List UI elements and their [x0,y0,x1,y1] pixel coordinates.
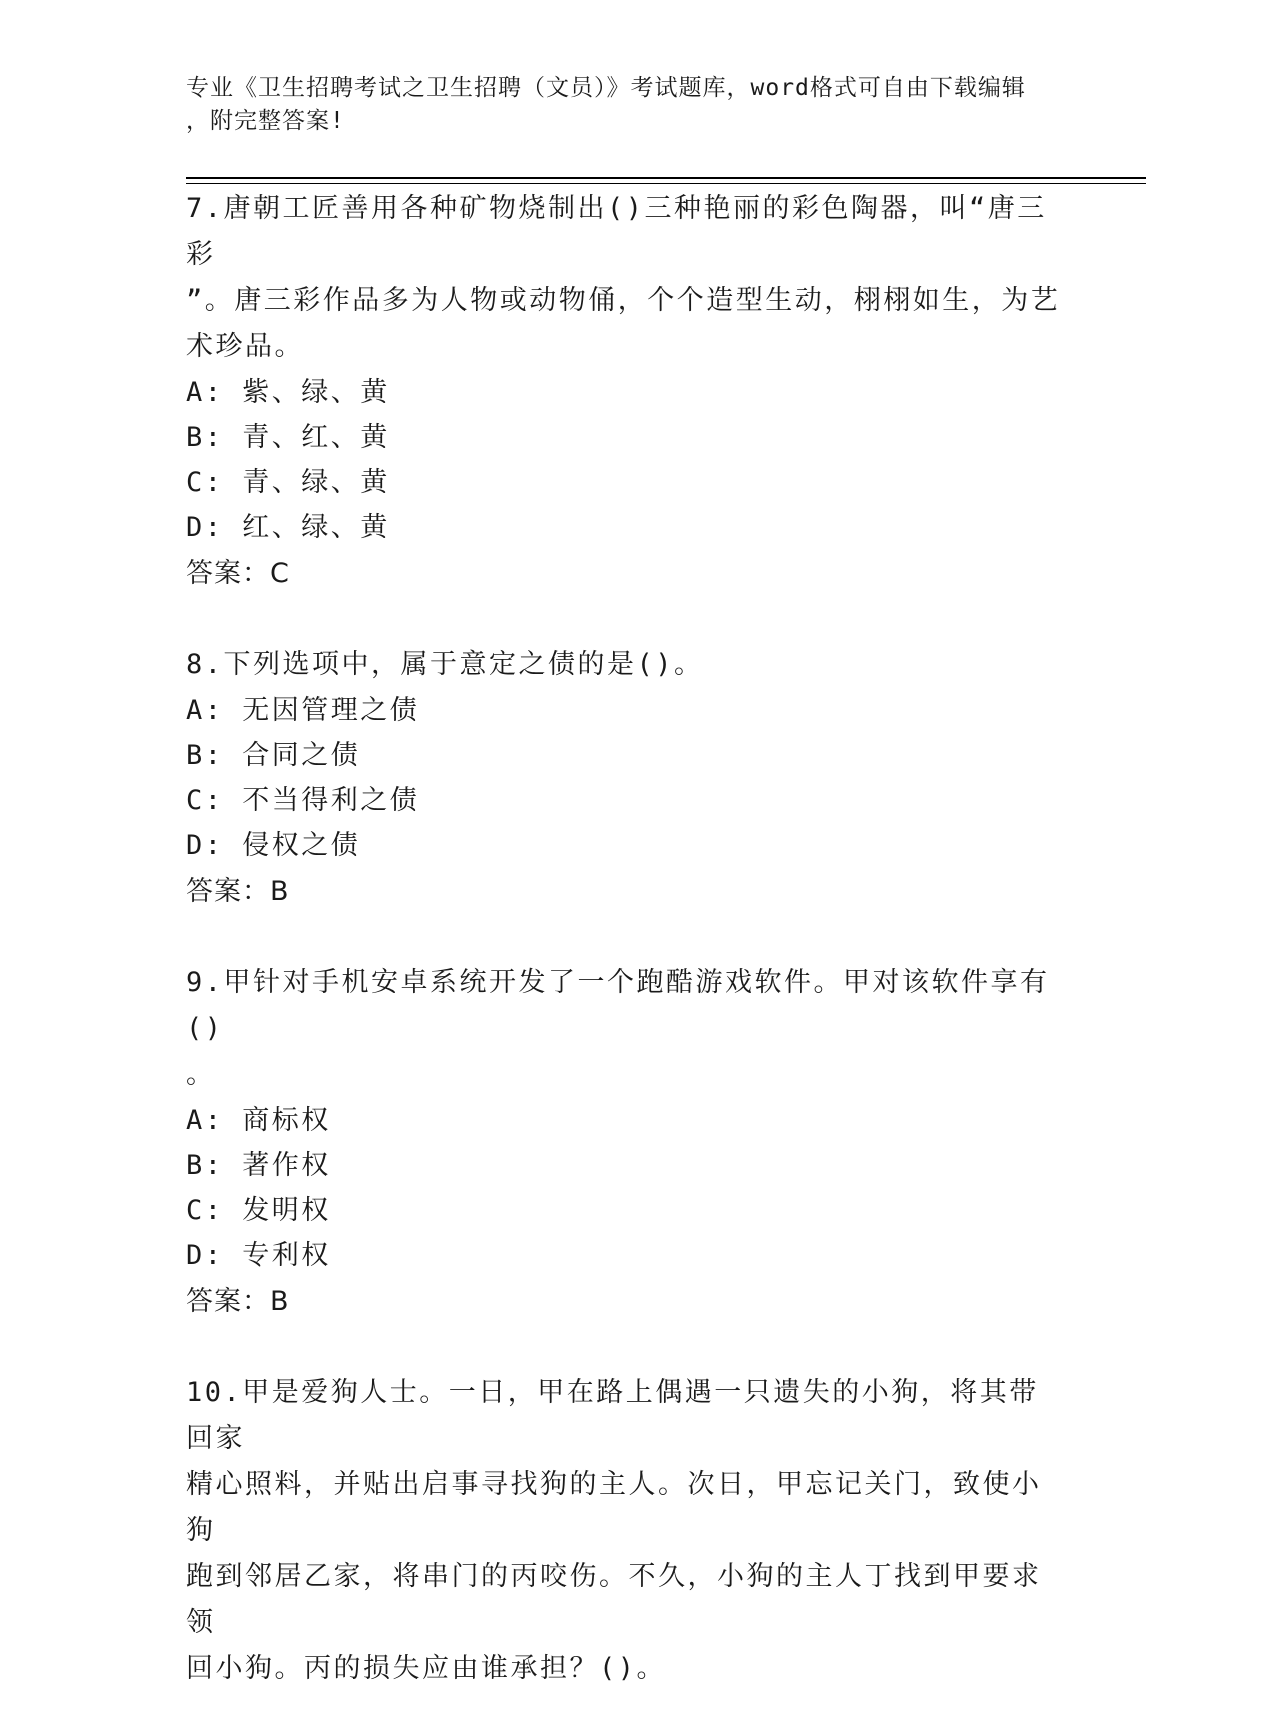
header-line-2: ，附完整答案! [186,108,345,134]
question-text: ”。唐三彩作品多为人物或动物俑，个个造型生动，栩栩如生，为艺 [186,285,1061,316]
option-b: B: 青、红、黄 [186,422,390,453]
option-a: A: 无因管理之债 [186,695,420,726]
option-c: C: 发明权 [186,1195,331,1226]
option-b: B: 著作权 [186,1150,331,1181]
option-c: C: 青、绿、黄 [186,467,390,498]
header-divider-thick [186,177,1146,179]
question-7 [186,186,1066,598]
option-b: B: 合同之债 [186,740,361,771]
option-c: C: 不当得利之债 [186,785,420,816]
question-text: 10.甲是爱狗人士。一日，甲在路上偶遇一只遗失的小狗，将其带回家 [186,1377,1039,1454]
question-9 [186,960,1066,1326]
option-d: D: 侵权之债 [186,830,361,861]
question-text: 9.甲针对手机安卓系统开发了一个跑酷游戏软件。甲对该软件享有() [186,967,1050,1044]
option-d: D: 专利权 [186,1240,331,1271]
question-text: 跑到邻居乙家，将串门的丙咬伤。不久，小狗的主人丁找到甲要求领 [186,1561,1042,1638]
question-text: 术珍品。 [186,331,304,362]
answer-line: 答案：B [186,1286,290,1317]
header-divider-thin [186,183,1146,184]
question-text: 。 [186,1059,216,1090]
option-a: A: 商标权 [186,1105,331,1136]
question-8 [186,642,1066,916]
header-line-1: 专业《卫生招聘考试之卫生招聘（文员）》考试题库，word格式可自由下载编辑 [186,75,1026,101]
question-text: 7.唐朝工匠善用各种矿物烧制出()三种艳丽的彩色陶器，叫“唐三彩 [186,193,1047,270]
option-d: D: 红、绿、黄 [186,512,390,543]
answer-line: 答案：B [186,876,290,907]
answer-line: 答案：C [186,558,290,589]
question-10 [186,1370,1066,1692]
option-a: A: 紫、绿、黄 [186,377,390,408]
question-list [186,186,1066,1736]
question-text: 精心照料，并贴出启事寻找狗的主人。次日，甲忘记关门，致使小狗 [186,1469,1042,1546]
question-text: 8.下列选项中，属于意定之债的是()。 [186,649,704,680]
question-text: 回小狗。丙的损失应由谁承担？()。 [186,1653,667,1684]
document-header [186,72,1066,138]
